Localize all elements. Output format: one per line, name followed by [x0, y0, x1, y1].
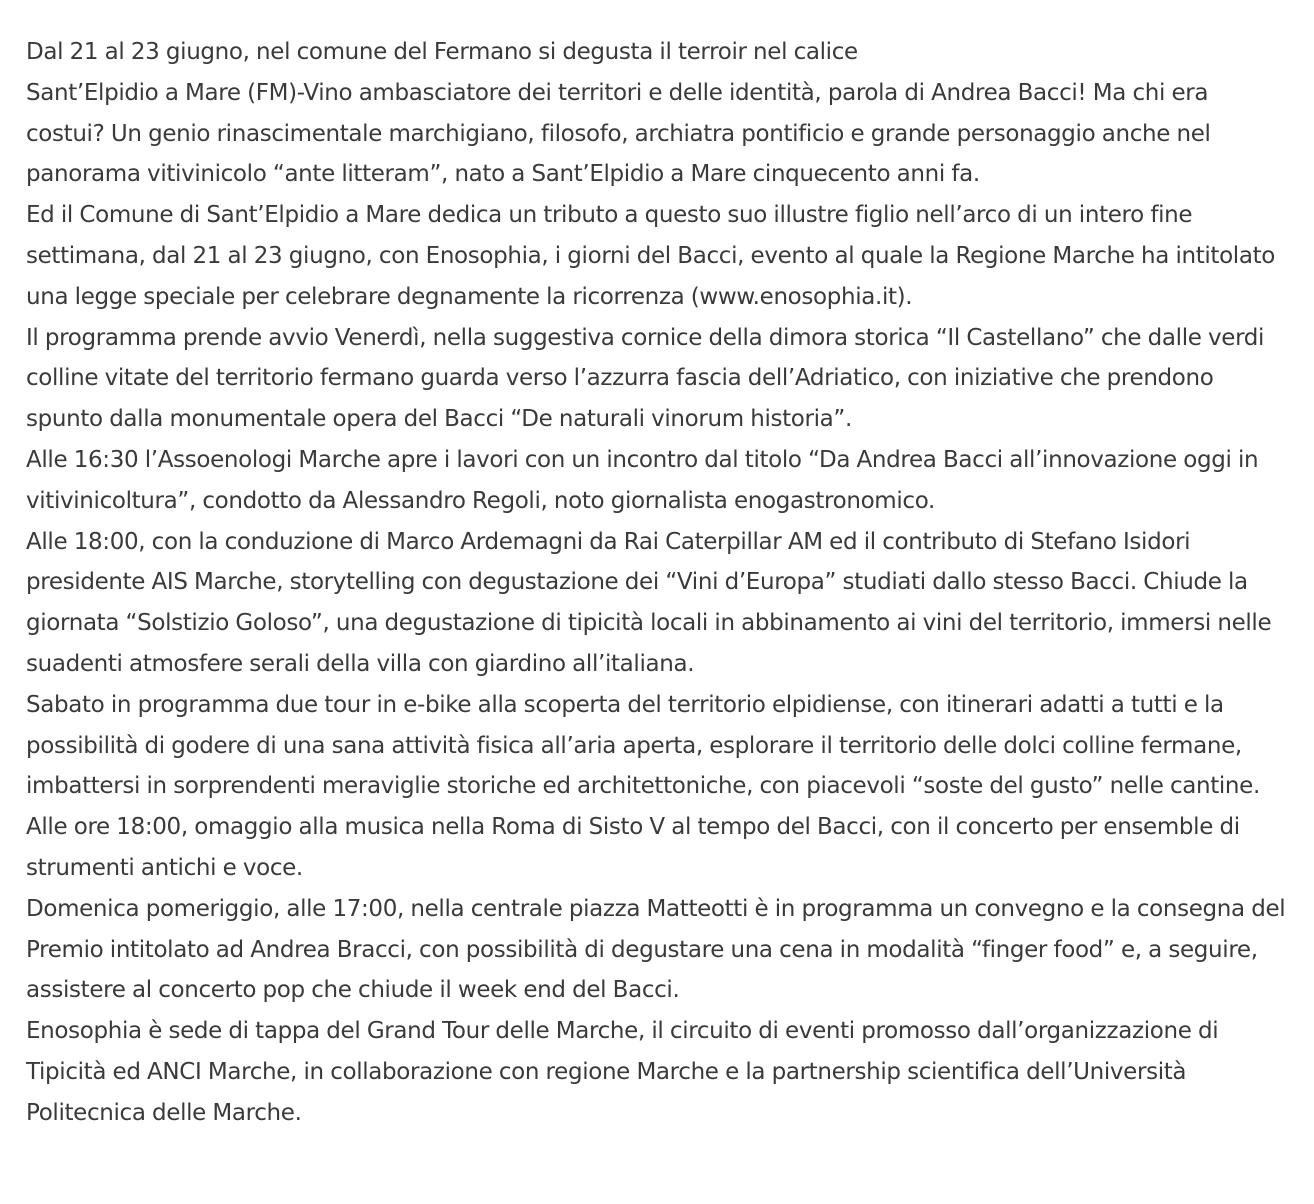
article-paragraph-storytelling: Alle 18:00, con la conduzione di Marco Ardemagni da Rai Caterpillar AM ed il contributo di Stefano Isidori presidente AIS Marche, storytelling con degustazione dei “Vini d’Europa” studiati dallo stesso Bacci. Chiude la giornata “Solstizio Goloso”, una degustazione di tipicità locali in abbinamento ai vini del territorio, immersi nelle suadenti atmosfere serali della villa con giardino all’italiana. — [26, 528, 1272, 677]
article-paragraph-assoenologi: Alle 16:30 l’Assoenologi Marche apre i lavori con un incontro dal titolo “Da Andrea Bacci all’innovazione oggi in vitivinicoltura”, condotto da Alessandro Regoli, noto giornalista enogastronomico. — [26, 446, 1259, 514]
article-paragraph-grand-tour: Enosophia è sede di tappa del Grand Tour delle Marche, il circuito di eventi promosso dall’organizzazione di Tipicità ed ANCI Marche, in collaborazione con regione Marche e la partnership scientifica dell’Università Politecnica delle Marche. — [26, 1018, 1219, 1126]
article-body — [26, 32, 1286, 1134]
article-subtitle: Dal 21 al 23 giugno, nel comune del Fermano si degusta il terroir nel calice — [26, 39, 858, 65]
article-paragraph-intro: Sant’Elpidio a Mare (FM)-Vino ambasciatore dei territori e delle identità, parola di Andrea Bacci! Ma chi era costui? Un genio rinascimentale marchigiano, filosofo, archiatra pontificio e grande personaggio anche nel panorama vitivinicolo “ante litteram”, nato a Sant’Elpidio a Mare cinquecento anni fa. — [26, 79, 1211, 188]
article-paragraph-sunday: Domenica pomeriggio, alle 17:00, nella centrale piazza Matteotti è in programma un convegno e la consegna del Premio intitolato ad Andrea Bracci, con possibilità di degustare una cena in modalità “finger food” e, a seguire, assistere al concerto pop che chiude il week end del Bacci. — [26, 895, 1286, 1004]
article-paragraph-saturday: Sabato in programma due tour in e-bike alla scoperta del territorio elpidiense, con itinerari adatti a tutti e la possibilità di godere di una sana attività fisica all’aria aperta, esplorare il territorio delle dolci colline fermane, imbattersi in sorprendenti meraviglie storiche ed architettoniche, con piacevoli “soste del gusto” nelle cantine. Alle ore 18:00, omaggio alla musica nella Roma di Sisto V al tempo del Bacci, con il concerto per ensemble di strumenti antichi e voce. — [26, 691, 1260, 881]
article-paragraph-program: Il programma prende avvio Venerdì, nella suggestiva cornice della dimora storica “Il Castellano” che dalle verdi colline vitate del territorio fermano guarda verso l’azzurra fascia dell’Adriatico, con iniziative che prendono spunto dalla monumentale opera del Bacci “De naturali vinorum historia”. — [26, 324, 1265, 433]
article-paragraph-tribute: Ed il Comune di Sant’Elpidio a Mare dedica un tributo a questo suo illustre figlio nell’arco di un intero fine settimana, dal 21 al 23 giugno, con Enosophia, i giorni del Bacci, evento al quale la Regione Marche ha intitolato una legge speciale per celebrare degnamente la ricorrenza (www.enosophia.it). — [26, 202, 1275, 310]
